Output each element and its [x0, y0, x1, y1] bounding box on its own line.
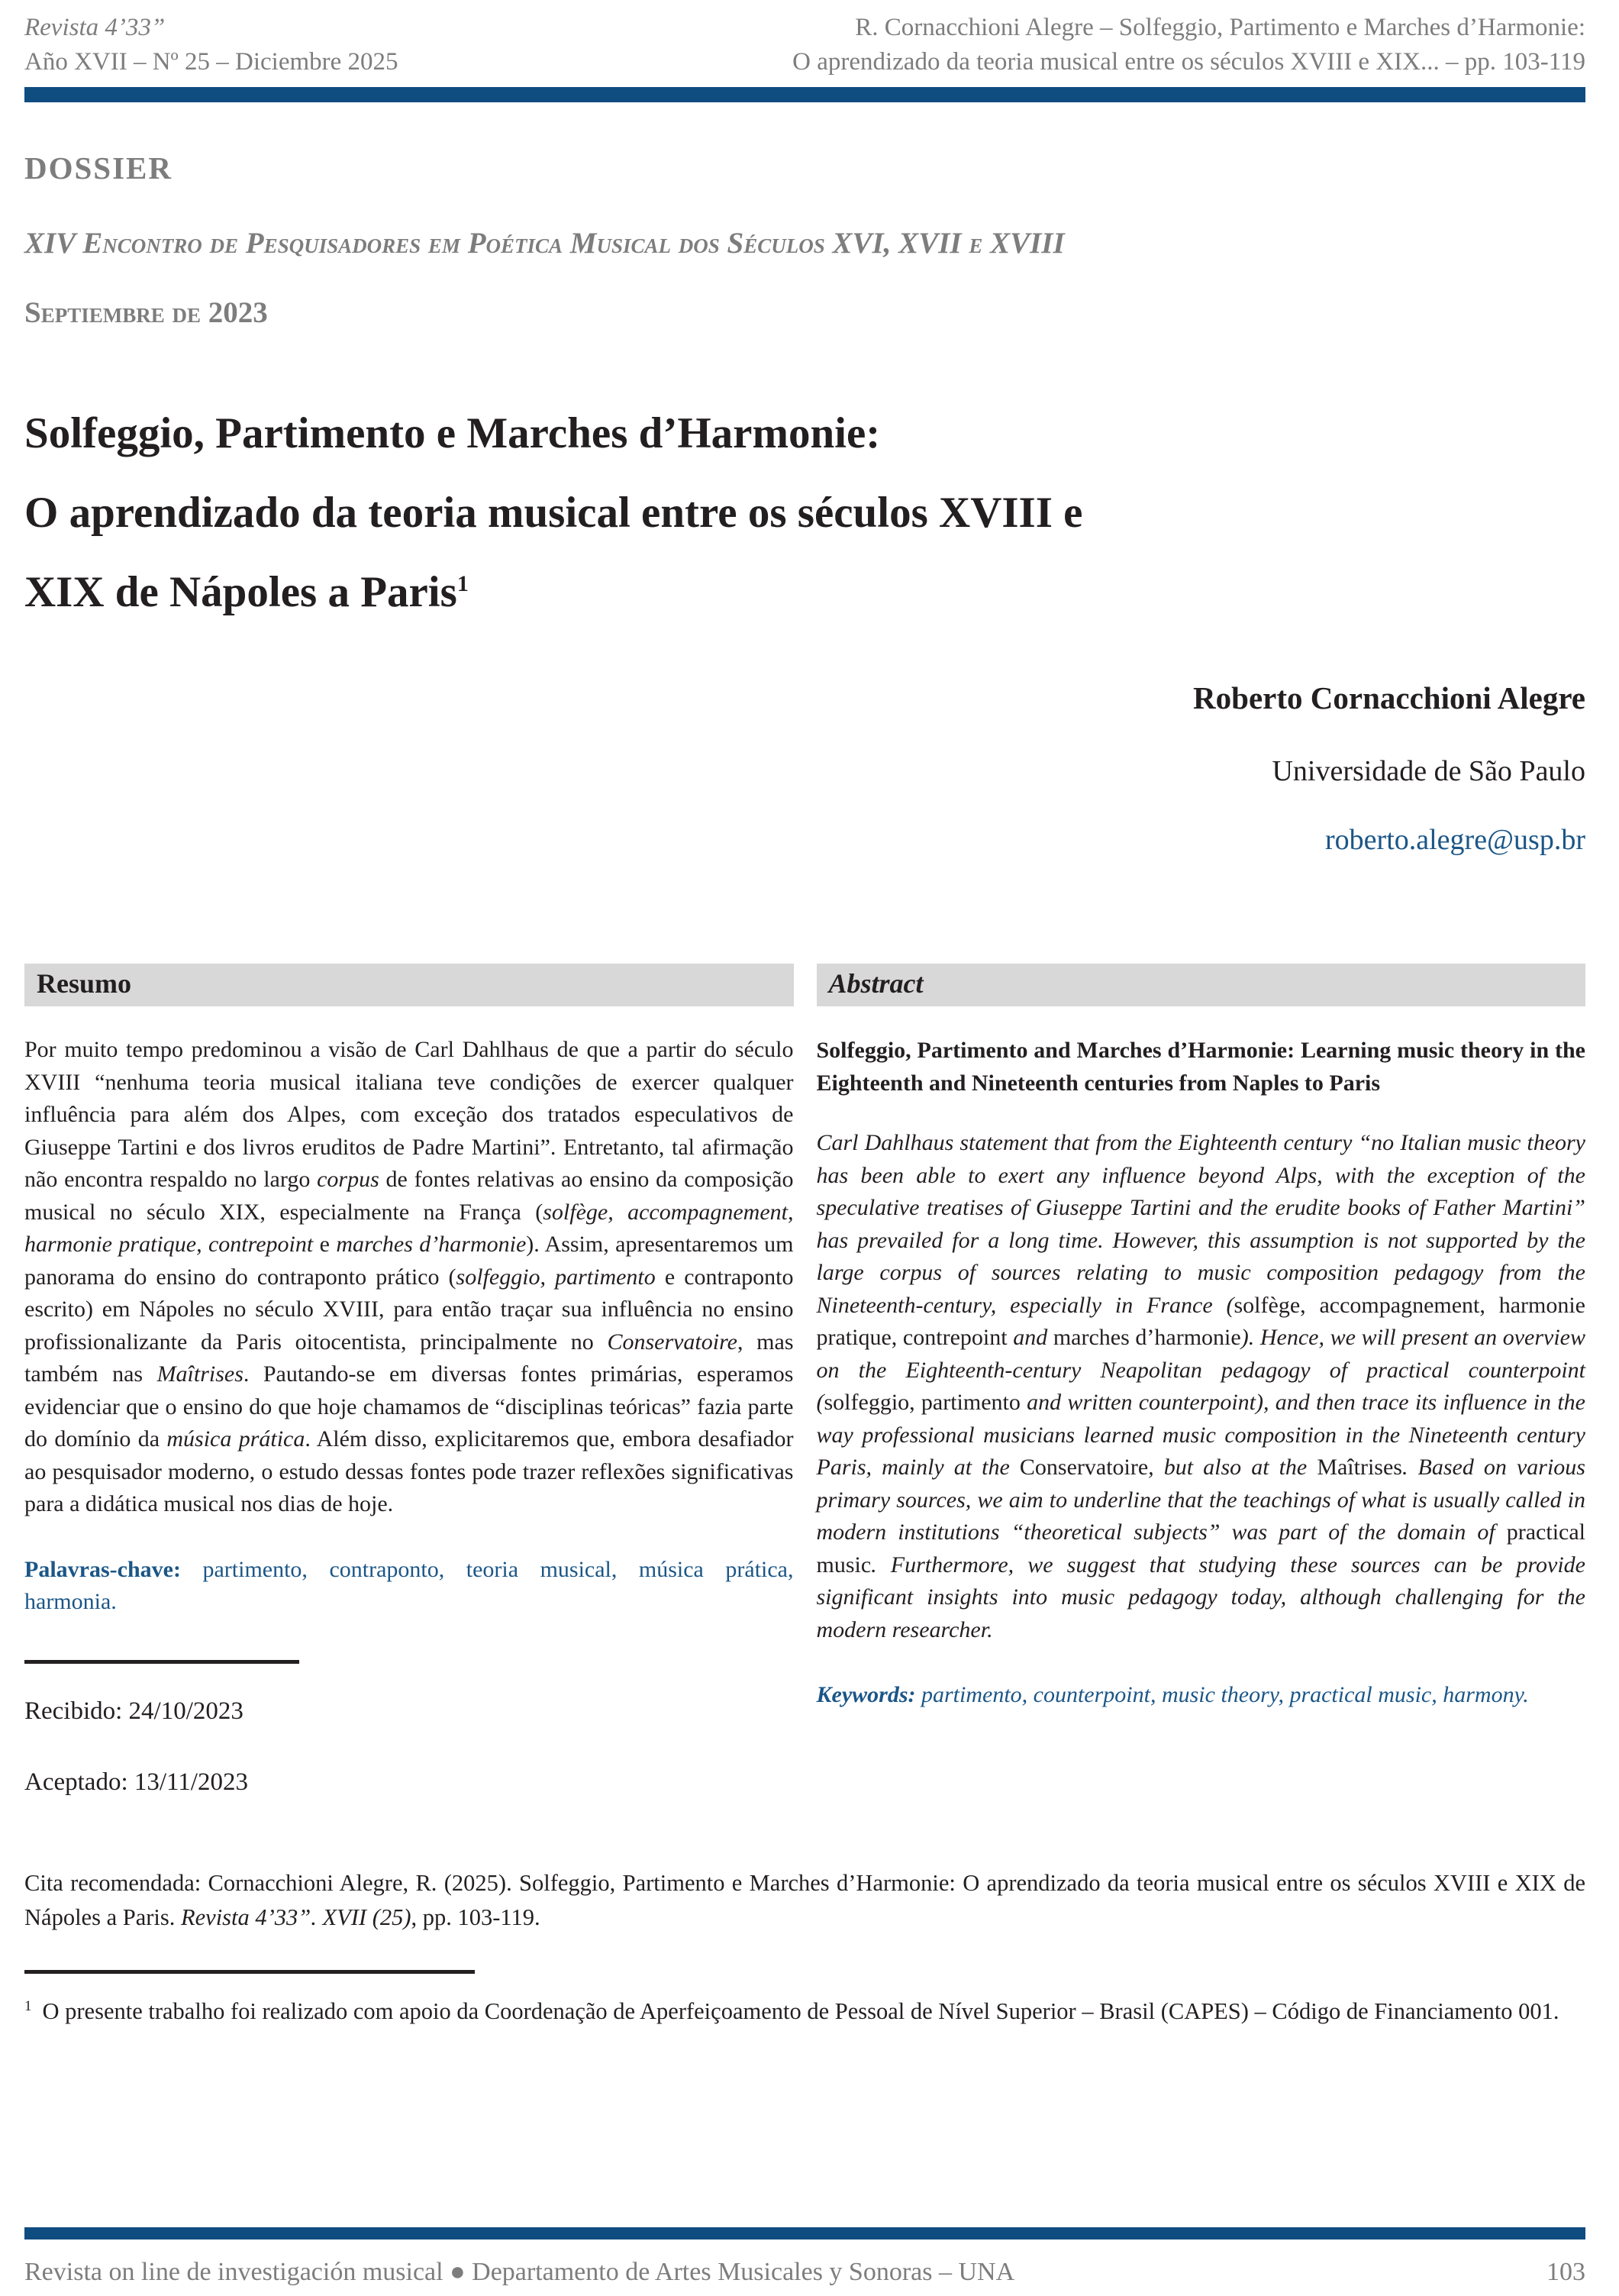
page-footer [24, 2227, 1585, 2287]
abstract-columns [24, 964, 1585, 1822]
article-title-line: XIX de Nápoles a Paris$^1$ [24, 568, 469, 616]
running-title-line1: R. Cornacchioni Alegre – Solfeggio, Partimento e Marches d’Harmonie: [855, 14, 1585, 41]
abstract-title: Solfeggio, Partimento and Marches d’Harmonie: Learning music theory in the Eighteenth and Nineteenth centuries from Naples to Paris [816, 1038, 1585, 1096]
resumo-heading: Resumo [24, 964, 794, 1006]
page-number: 103 [1546, 2258, 1585, 2286]
footnote-rule [24, 1970, 475, 1974]
dates-divider [24, 1660, 299, 1664]
email-line [24, 823, 1585, 857]
author-name: Roberto Cornacchioni Alegre [1193, 680, 1585, 715]
author-email-link[interactable]: roberto.alegre@usp.br [1325, 824, 1585, 856]
resumo-paragraph: Por muito tempo predominou a visão de Carl Dahlhaus de que a partir do século XVIII “nenhuma teoria musical italiana teve condições de exercer qualquer influência para além dos Alpes, com exceção dos tratados especulativos de Giuseppe Tartini e dos livros eruditos de Padre Martini”. Entretanto, tal afirmação não encontra respaldo no largo corpus de fontes relativas ao ensino da composição musical no século XIX, especialmente na França (solfège, accompagnement, harmonie pratique, contrepoint e marches d’harmonie). Assim, apresentaremos um panorama do ensino do contraponto prático (solfeggio, partimento e contraponto escrito) em Nápoles no século XVIII, para então traçar sua influência no ensino profissionalizante da Paris oitocentista, principalmente no Conservatoire, mas também nas Maîtrises. Pautando-se em diversas fontes primárias, esperamos evidenciar que o ensino do que hoje chamamos de “disciplinas teóricas” fazia parte do domínio da música prática. Além disso, explicitaremos que, embora desafiador ao pesquisador moderno, o estudo dessas fontes pode trazer reflexões significativas para a didática musical nos dias de hoje. [24, 1037, 794, 1516]
abstract-paragraph: Carl Dahlhaus statement that from the Eighteenth century “no Italian music theory has been able to exert any influence beyond Alps, with the exception of the speculative treatises of Giuseppe Tartini and the erudite books of Father Martini” has prevailed for a long time. However, this assumption is not supported by the large corpus of sources relating to music composition pedagogy from the Nineteenth-century, especially in France (solfège, accompagnement, harmonie pratique, contrepoint and marches d’harmonie). Hence, we will present an overview on the Eighteenth-century Neapolitan pedagogy of practical counterpoint (solfeggio, partimento and written counterpoint), and then trace its influence in the way professional musicians learned music composition in the Nineteenth century Paris, mainly at the Conservatoire, but also at the Maîtrises. Based on various primary sources, we aim to underline that the teachings of what is usually called in modern institutions “theoretical subjects” was part of the domain of practical music. Furthermore, we suggest that studying these sources can be provide significant insights into music pedagogy today, although challenging for the modern researcher. [816, 1130, 1585, 1642]
footnote [24, 1989, 1585, 2029]
article-title-line: O aprendizado da teoria musical entre os séculos XVIII e [24, 489, 1083, 537]
running-header-left [24, 11, 398, 79]
resumo-column [24, 964, 794, 1822]
issue-line: Año XVII – Nº 25 – Diciembre 2025 [24, 48, 398, 76]
footer-rule [24, 2227, 1585, 2239]
received-date: Recibido: 24/10/2023 [24, 1697, 243, 1725]
event-title: XIV Encontro de Pesquisadores em Poética Musical dos Séculos XVI, XVII e XVIII [24, 227, 1065, 260]
footer-journal-info: Revista on line de investigación musical ● Departamento de Artes Musicales y Sonoras – UNA [24, 2258, 1015, 2286]
abstract-column [817, 964, 1586, 1712]
footnote-text: O presente trabalho foi realizado com apoio da Coordenação de Aperfeiçoamento de Pessoal de Nível Superior – Brasil (CAPES) – Código de Financiamento 001. [42, 1997, 1559, 2024]
article-title [24, 394, 1585, 632]
abstract-keywords: Keywords: partimento, counterpoint, music theory, practical music, harmony. [816, 1682, 1529, 1707]
section-label: DOSSIER [24, 150, 173, 186]
accepted-date: Aceptado: 13/11/2023 [24, 1768, 248, 1796]
article-title-line: Solfeggio, Partimento e Marches d’Harmonie: [24, 409, 881, 457]
recommended-citation: Cita recomendada: Cornacchioni Alegre, R. (2025). Solfeggio, Partimento e Marches d’Harmonie: O aprendizado da teoria musical entre os séculos XVIII e XIX de Nápoles a Paris. Revista 4’33”. XVII (25), pp. 103-119. [24, 1869, 1585, 1930]
journal-title: Revista 4’33” [24, 14, 166, 41]
author-affiliation: Universidade de São Paulo [1272, 755, 1585, 787]
event-date: Septiembre de 2023 [24, 296, 268, 329]
running-title-line2: O aprendizado da teoria musical entre os séculos XVIII e XIX... – pp. 103-119 [792, 48, 1585, 76]
footnote-marker: 1 [24, 1997, 32, 2014]
resumo-keywords: Palavras-chave: partimento, contraponto, teoria musical, música prática, harmonia. [24, 1556, 794, 1614]
footer-row [24, 2258, 1585, 2287]
running-header-right [792, 11, 1585, 79]
title-footnote-marker: 1 [456, 571, 469, 596]
abstract-heading: Abstract [817, 964, 1586, 1006]
running-header [24, 11, 1585, 79]
header-rule [24, 87, 1585, 102]
author-block [24, 680, 1585, 857]
